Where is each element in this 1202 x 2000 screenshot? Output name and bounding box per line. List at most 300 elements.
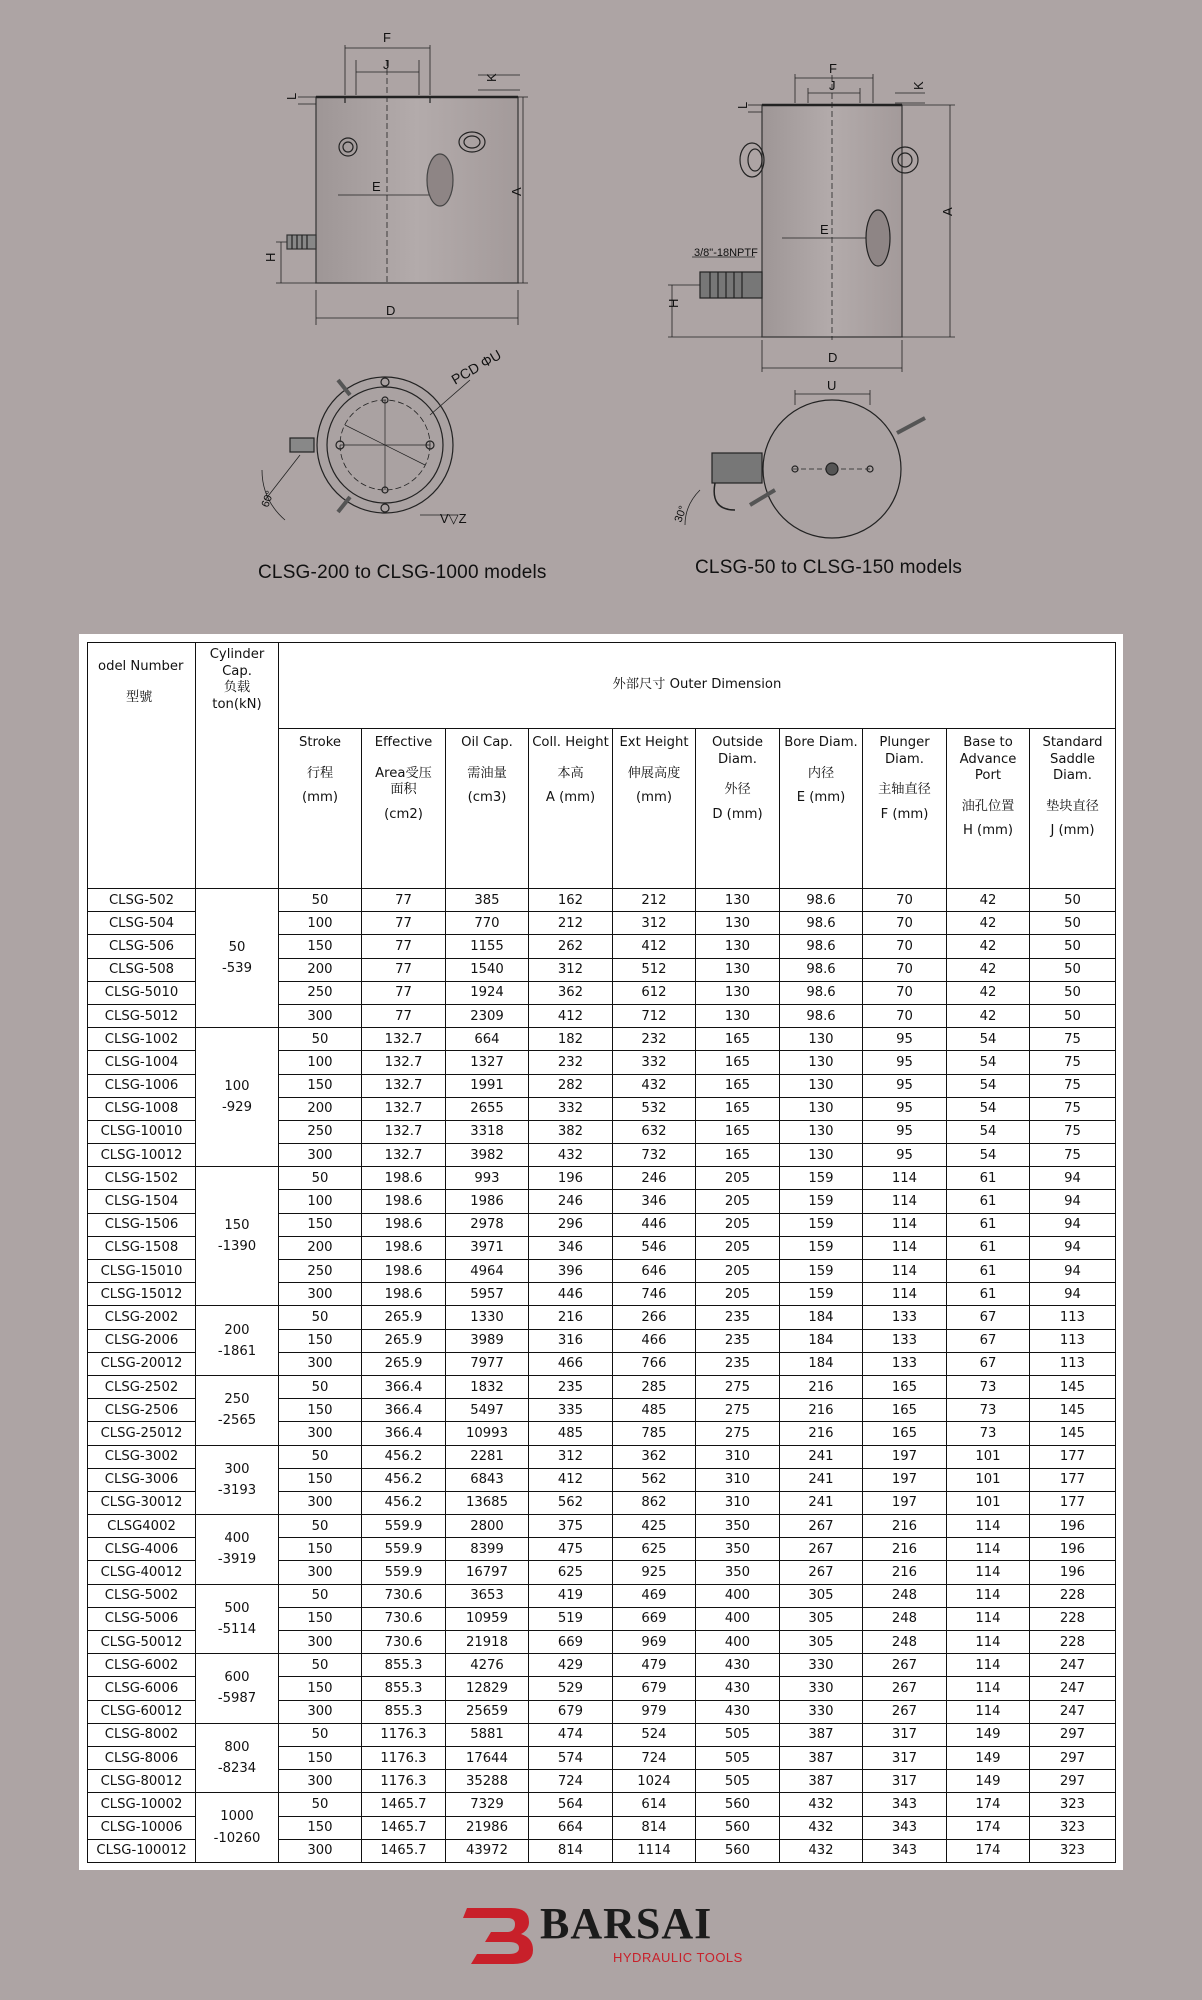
value-cell: 159	[780, 1167, 863, 1190]
value-cell: 6843	[446, 1468, 529, 1491]
value-cell: 4964	[446, 1260, 529, 1283]
value-cell: 430	[696, 1700, 780, 1723]
value-cell: 216	[529, 1306, 613, 1329]
value-cell: 61	[947, 1283, 1030, 1306]
value-cell: 114	[863, 1236, 947, 1259]
value-cell: 562	[529, 1491, 613, 1514]
value-cell: 400	[696, 1607, 780, 1630]
value-cell: 130	[780, 1051, 863, 1074]
header-oil: Oil Cap. 需油量 (cm3)	[446, 729, 529, 889]
table-row	[88, 1793, 1116, 1816]
value-cell: 564	[529, 1793, 613, 1816]
value-cell: 300	[279, 1283, 362, 1306]
model-cell: CLSG-2506	[88, 1399, 196, 1422]
value-cell: 362	[529, 981, 613, 1004]
value-cell: 94	[1030, 1283, 1116, 1306]
model-cell: CLSG-2006	[88, 1329, 196, 1352]
value-cell: 174	[947, 1839, 1030, 1862]
value-cell: 196	[529, 1167, 613, 1190]
value-cell: 150	[279, 1538, 362, 1561]
value-cell: 730.6	[362, 1584, 446, 1607]
value-cell: 150	[279, 1468, 362, 1491]
value-cell: 42	[947, 981, 1030, 1004]
model-cell: CLSG-2502	[88, 1375, 196, 1398]
capacity-cell: 1000 -10260	[196, 1793, 279, 1863]
value-cell: 12829	[446, 1677, 529, 1700]
value-cell: 216	[780, 1422, 863, 1445]
header-outside: Outside Diam. 外径 D (mm)	[696, 729, 780, 889]
value-cell: 133	[863, 1352, 947, 1375]
value-cell: 182	[529, 1028, 613, 1051]
value-cell: 67	[947, 1329, 1030, 1352]
value-cell: 114	[947, 1700, 1030, 1723]
value-cell: 42	[947, 889, 1030, 912]
value-cell: 198.6	[362, 1167, 446, 1190]
value-cell: 197	[863, 1445, 947, 1468]
value-cell: 98.6	[780, 958, 863, 981]
value-cell: 50	[279, 1515, 362, 1538]
value-cell: 42	[947, 1004, 1030, 1027]
value-cell: 114	[863, 1167, 947, 1190]
value-cell: 562	[613, 1468, 696, 1491]
value-cell: 130	[780, 1144, 863, 1167]
angle-60-label: 60°	[259, 489, 277, 510]
value-cell: 350	[696, 1561, 780, 1584]
value-cell: 145	[1030, 1375, 1116, 1398]
value-cell: 70	[863, 935, 947, 958]
dim-label-e: E	[372, 179, 381, 194]
value-cell: 419	[529, 1584, 613, 1607]
value-cell: 267	[863, 1654, 947, 1677]
value-cell: 669	[613, 1607, 696, 1630]
value-cell: 297	[1030, 1770, 1116, 1793]
value-cell: 150	[279, 1677, 362, 1700]
value-cell: 77	[362, 889, 446, 912]
value-cell: 235	[529, 1375, 613, 1398]
value-cell: 432	[780, 1839, 863, 1862]
value-cell: 77	[362, 1004, 446, 1027]
value-cell: 560	[696, 1793, 780, 1816]
value-cell: 241	[780, 1468, 863, 1491]
value-cell: 4276	[446, 1654, 529, 1677]
value-cell: 54	[947, 1097, 1030, 1120]
value-cell: 770	[446, 912, 529, 935]
model-cell: CLSG-5010	[88, 981, 196, 1004]
value-cell: 2800	[446, 1515, 529, 1538]
header-ext: Ext Height 伸展高度 (mm)	[613, 729, 696, 889]
model-cell: CLSG-30012	[88, 1491, 196, 1514]
value-cell: 925	[613, 1561, 696, 1584]
value-cell: 196	[1030, 1538, 1116, 1561]
value-cell: 469	[613, 1584, 696, 1607]
value-cell: 614	[613, 1793, 696, 1816]
value-cell: 275	[696, 1422, 780, 1445]
value-cell: 560	[696, 1816, 780, 1839]
value-cell: 432	[613, 1074, 696, 1097]
value-cell: 375	[529, 1515, 613, 1538]
value-cell: 855.3	[362, 1700, 446, 1723]
value-cell: 25659	[446, 1700, 529, 1723]
value-cell: 400	[696, 1631, 780, 1654]
value-cell: 241	[780, 1491, 863, 1514]
value-cell: 732	[613, 1144, 696, 1167]
value-cell: 101	[947, 1445, 1030, 1468]
value-cell: 132.7	[362, 1051, 446, 1074]
value-cell: 75	[1030, 1074, 1116, 1097]
value-cell: 177	[1030, 1491, 1116, 1514]
spec-table	[87, 642, 1116, 1863]
value-cell: 343	[863, 1839, 947, 1862]
value-cell: 132.7	[362, 1144, 446, 1167]
value-cell: 13685	[446, 1491, 529, 1514]
value-cell: 67	[947, 1306, 1030, 1329]
value-cell: 2309	[446, 1004, 529, 1027]
value-cell: 300	[279, 1491, 362, 1514]
value-cell: 7977	[446, 1352, 529, 1375]
dim-label-d: D	[386, 303, 396, 318]
value-cell: 150	[279, 1746, 362, 1769]
value-cell: 205	[696, 1213, 780, 1236]
value-cell: 312	[613, 912, 696, 935]
value-cell: 114	[947, 1607, 1030, 1630]
value-cell: 343	[863, 1793, 947, 1816]
value-cell: 114	[863, 1260, 947, 1283]
value-cell: 54	[947, 1028, 1030, 1051]
value-cell: 475	[529, 1538, 613, 1561]
value-cell: 17644	[446, 1746, 529, 1769]
value-cell: 330	[780, 1700, 863, 1723]
value-cell: 479	[613, 1654, 696, 1677]
value-cell: 275	[696, 1375, 780, 1398]
value-cell: 247	[1030, 1700, 1116, 1723]
table-row	[88, 1584, 1116, 1607]
value-cell: 474	[529, 1723, 613, 1746]
port-label: 3/8"-18NPTF	[694, 247, 758, 259]
model-cell: CLSG-508	[88, 958, 196, 981]
value-cell: 54	[947, 1120, 1030, 1143]
value-cell: 1176.3	[362, 1746, 446, 1769]
value-cell: 70	[863, 958, 947, 981]
value-cell: 232	[613, 1028, 696, 1051]
value-cell: 205	[696, 1236, 780, 1259]
table-row	[88, 1723, 1116, 1746]
value-cell: 61	[947, 1213, 1030, 1236]
value-cell: 75	[1030, 1120, 1116, 1143]
value-cell: 165	[696, 1051, 780, 1074]
value-cell: 350	[696, 1538, 780, 1561]
technical-drawings	[0, 0, 1202, 620]
value-cell: 77	[362, 958, 446, 981]
value-cell: 724	[613, 1746, 696, 1769]
value-cell: 250	[279, 981, 362, 1004]
value-cell: 746	[613, 1283, 696, 1306]
header-saddle: Standard Saddle Diam. 垫块直径 J (mm)	[1030, 729, 1116, 889]
value-cell: 267	[780, 1515, 863, 1538]
value-cell: 993	[446, 1167, 529, 1190]
value-cell: 456.2	[362, 1445, 446, 1468]
value-cell: 346	[529, 1236, 613, 1259]
value-cell: 466	[529, 1352, 613, 1375]
model-cell: CLSG-10010	[88, 1120, 196, 1143]
value-cell: 366.4	[362, 1375, 446, 1398]
model-cell: CLSG-60012	[88, 1700, 196, 1723]
value-cell: 1176.3	[362, 1770, 446, 1793]
value-cell: 130	[696, 889, 780, 912]
capacity-cell: 100 -929	[196, 1028, 279, 1167]
value-cell: 248	[863, 1584, 947, 1607]
model-cell: CLSG-5006	[88, 1607, 196, 1630]
model-cell: CLSG-10002	[88, 1793, 196, 1816]
value-cell: 519	[529, 1607, 613, 1630]
value-cell: 150	[279, 1074, 362, 1097]
value-cell: 310	[696, 1491, 780, 1514]
value-cell: 312	[529, 958, 613, 981]
capacity-cell: 150 -1390	[196, 1167, 279, 1306]
model-cell: CLSG-506	[88, 935, 196, 958]
value-cell: 505	[696, 1723, 780, 1746]
value-cell: 625	[613, 1538, 696, 1561]
model-cell: CLSG-100012	[88, 1839, 196, 1862]
value-cell: 446	[613, 1213, 696, 1236]
value-cell: 130	[780, 1120, 863, 1143]
value-cell: 50	[279, 1584, 362, 1607]
value-cell: 50	[1030, 981, 1116, 1004]
value-cell: 559.9	[362, 1515, 446, 1538]
value-cell: 35288	[446, 1770, 529, 1793]
value-cell: 159	[780, 1236, 863, 1259]
value-cell: 98.6	[780, 981, 863, 1004]
value-cell: 94	[1030, 1260, 1116, 1283]
model-cell: CLSG-3006	[88, 1468, 196, 1491]
value-cell: 814	[529, 1839, 613, 1862]
value-cell: 300	[279, 1004, 362, 1027]
value-cell: 75	[1030, 1051, 1116, 1074]
value-cell: 50	[279, 1167, 362, 1190]
angle-30-label: 30°	[672, 504, 690, 525]
header-stroke: Stroke 行程 (mm)	[279, 729, 362, 889]
value-cell: 50	[279, 889, 362, 912]
dim-label-e-small: E	[820, 222, 829, 237]
model-cell: CLSG-15012	[88, 1283, 196, 1306]
value-cell: 335	[529, 1399, 613, 1422]
value-cell: 267	[863, 1700, 947, 1723]
value-cell: 546	[613, 1236, 696, 1259]
value-cell: 305	[780, 1631, 863, 1654]
dim-label-h: H	[263, 252, 278, 262]
large-cylinder-top-view	[259, 377, 470, 520]
model-cell: CLSG-1506	[88, 1213, 196, 1236]
value-cell: 50	[279, 1654, 362, 1677]
caption-large-models: CLSG-200 to CLSG-1000 models	[258, 562, 547, 583]
value-cell: 98.6	[780, 935, 863, 958]
value-cell: 300	[279, 1144, 362, 1167]
value-cell: 432	[780, 1793, 863, 1816]
value-cell: 300	[279, 1422, 362, 1445]
value-cell: 77	[362, 981, 446, 1004]
value-cell: 430	[696, 1654, 780, 1677]
value-cell: 50	[1030, 935, 1116, 958]
value-cell: 205	[696, 1283, 780, 1306]
value-cell: 250	[279, 1120, 362, 1143]
value-cell: 679	[529, 1700, 613, 1723]
value-cell: 212	[613, 889, 696, 912]
value-cell: 5957	[446, 1283, 529, 1306]
value-cell: 205	[696, 1167, 780, 1190]
value-cell: 366.4	[362, 1422, 446, 1445]
value-cell: 1155	[446, 935, 529, 958]
model-cell: CLSG-20012	[88, 1352, 196, 1375]
value-cell: 300	[279, 1700, 362, 1723]
value-cell: 305	[780, 1584, 863, 1607]
value-cell: 100	[279, 1190, 362, 1213]
value-cell: 1465.7	[362, 1816, 446, 1839]
model-cell: CLSG-5002	[88, 1584, 196, 1607]
value-cell: 5497	[446, 1399, 529, 1422]
value-cell: 282	[529, 1074, 613, 1097]
value-cell: 54	[947, 1051, 1030, 1074]
value-cell: 312	[529, 1445, 613, 1468]
value-cell: 50	[1030, 912, 1116, 935]
value-cell: 159	[780, 1260, 863, 1283]
value-cell: 165	[696, 1120, 780, 1143]
value-cell: 1327	[446, 1051, 529, 1074]
value-cell: 216	[780, 1375, 863, 1398]
value-cell: 305	[780, 1607, 863, 1630]
value-cell: 184	[780, 1329, 863, 1352]
value-cell: 114	[947, 1677, 1030, 1700]
value-cell: 317	[863, 1723, 947, 1746]
brand-subtitle: HYDRAULIC TOOLS	[613, 1950, 743, 1965]
model-cell: CLSG-5012	[88, 1004, 196, 1027]
capacity-cell: 200 -1861	[196, 1306, 279, 1376]
value-cell: 466	[613, 1329, 696, 1352]
value-cell: 100	[279, 1051, 362, 1074]
dim-label-h-small: H	[666, 298, 681, 308]
value-cell: 323	[1030, 1816, 1116, 1839]
value-cell: 323	[1030, 1793, 1116, 1816]
value-cell: 560	[696, 1839, 780, 1862]
value-cell: 162	[529, 889, 613, 912]
header-bore: Bore Diam. 内径 E (mm)	[780, 729, 863, 889]
value-cell: 150	[279, 935, 362, 958]
value-cell: 10993	[446, 1422, 529, 1445]
value-cell: 95	[863, 1028, 947, 1051]
vz-label: V▽Z	[440, 511, 467, 526]
value-cell: 664	[446, 1028, 529, 1051]
value-cell: 724	[529, 1770, 613, 1793]
value-cell: 130	[696, 912, 780, 935]
value-cell: 70	[863, 981, 947, 1004]
value-cell: 247	[1030, 1654, 1116, 1677]
value-cell: 95	[863, 1051, 947, 1074]
value-cell: 61	[947, 1190, 1030, 1213]
value-cell: 101	[947, 1491, 1030, 1514]
model-cell: CLSG-1004	[88, 1051, 196, 1074]
dim-label-l: L	[284, 92, 299, 100]
value-cell: 247	[1030, 1677, 1116, 1700]
value-cell: 979	[613, 1700, 696, 1723]
value-cell: 400	[696, 1584, 780, 1607]
value-cell: 200	[279, 1097, 362, 1120]
value-cell: 177	[1030, 1468, 1116, 1491]
value-cell: 300	[279, 1770, 362, 1793]
value-cell: 267	[780, 1538, 863, 1561]
dim-label-a: A	[509, 187, 524, 196]
model-cell: CLSG-40012	[88, 1561, 196, 1584]
dim-label-a-small: A	[940, 207, 955, 216]
value-cell: 766	[613, 1352, 696, 1375]
value-cell: 198.6	[362, 1190, 446, 1213]
value-cell: 3989	[446, 1329, 529, 1352]
model-cell: CLSG-8002	[88, 1723, 196, 1746]
value-cell: 730.6	[362, 1607, 446, 1630]
value-cell: 77	[362, 912, 446, 935]
value-cell: 559.9	[362, 1538, 446, 1561]
value-cell: 165	[696, 1144, 780, 1167]
value-cell: 150	[279, 1329, 362, 1352]
value-cell: 114	[863, 1190, 947, 1213]
header-outer-dimension: 外部尺寸 Outer Dimension	[279, 643, 1116, 729]
value-cell: 165	[696, 1074, 780, 1097]
value-cell: 130	[696, 958, 780, 981]
value-cell: 265.9	[362, 1306, 446, 1329]
value-cell: 266	[613, 1306, 696, 1329]
value-cell: 42	[947, 958, 1030, 981]
value-cell: 332	[529, 1097, 613, 1120]
model-cell: CLSG-6002	[88, 1654, 196, 1677]
value-cell: 43972	[446, 1839, 529, 1862]
small-cylinder-top-view	[685, 390, 925, 538]
dim-label-k-small: K	[911, 81, 926, 90]
value-cell: 456.2	[362, 1468, 446, 1491]
value-cell: 432	[529, 1144, 613, 1167]
value-cell: 75	[1030, 1028, 1116, 1051]
value-cell: 130	[696, 981, 780, 1004]
value-cell: 3318	[446, 1120, 529, 1143]
value-cell: 101	[947, 1468, 1030, 1491]
value-cell: 159	[780, 1213, 863, 1236]
value-cell: 196	[1030, 1515, 1116, 1538]
value-cell: 61	[947, 1260, 1030, 1283]
header-base: Base to Advance Port 油孔位置 H (mm)	[947, 729, 1030, 889]
value-cell: 262	[529, 935, 613, 958]
value-cell: 646	[613, 1260, 696, 1283]
value-cell: 267	[863, 1677, 947, 1700]
spec-table-panel	[79, 634, 1123, 1870]
value-cell: 130	[696, 935, 780, 958]
value-cell: 235	[696, 1306, 780, 1329]
value-cell: 73	[947, 1399, 1030, 1422]
value-cell: 50	[1030, 958, 1116, 981]
large-cylinder-side-view	[276, 45, 528, 325]
value-cell: 114	[947, 1631, 1030, 1654]
capacity-cell: 300 -3193	[196, 1445, 279, 1515]
value-cell: 332	[613, 1051, 696, 1074]
value-cell: 114	[947, 1515, 1030, 1538]
value-cell: 197	[863, 1491, 947, 1514]
value-cell: 149	[947, 1746, 1030, 1769]
model-cell: CLSG-1006	[88, 1074, 196, 1097]
value-cell: 50	[279, 1445, 362, 1468]
value-cell: 50	[279, 1793, 362, 1816]
model-cell: CLSG-80012	[88, 1770, 196, 1793]
model-cell: CLSG-10012	[88, 1144, 196, 1167]
table-row	[88, 1375, 1116, 1398]
value-cell: 198.6	[362, 1283, 446, 1306]
value-cell: 95	[863, 1120, 947, 1143]
value-cell: 21918	[446, 1631, 529, 1654]
value-cell: 95	[863, 1144, 947, 1167]
